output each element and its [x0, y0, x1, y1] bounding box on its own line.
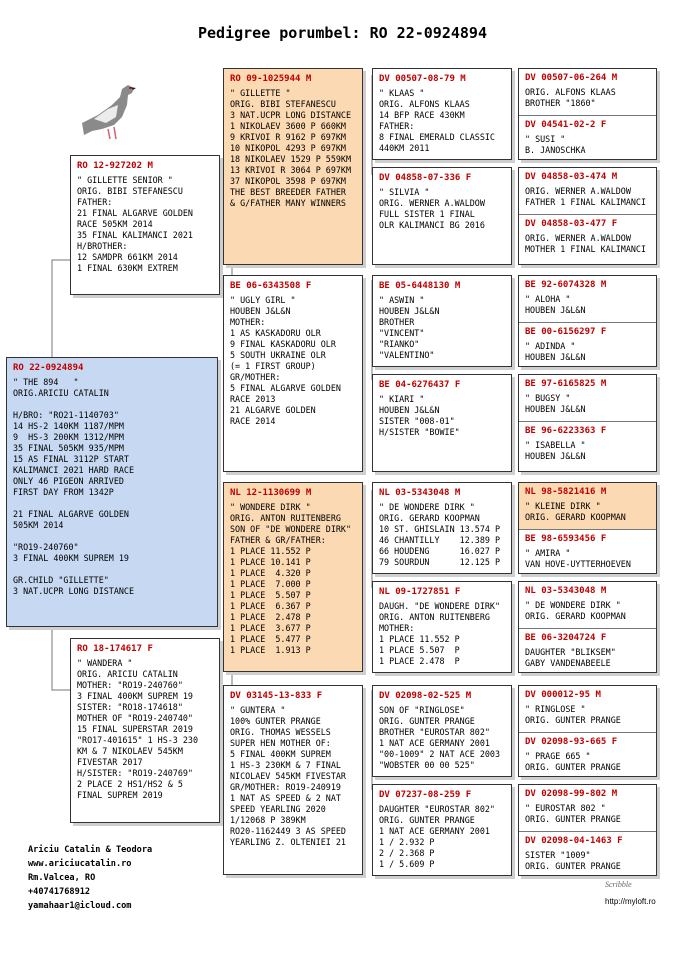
pigeon-description: SISTER "1009" ORIG. GUNTER PRANGE	[525, 850, 621, 871]
great-grandparent-card[interactable]	[372, 167, 512, 265]
city-text: Rm.Valcea, RO	[28, 873, 96, 883]
pigeon-description: " KIARI " HOUBEN J&L&N SISTER "008-01" H/SISTER "BOWIE"	[379, 394, 460, 437]
ancestor-cell[interactable]	[519, 483, 656, 529]
grandparent-card[interactable]	[223, 275, 363, 472]
grandparent-card[interactable]	[223, 685, 363, 875]
pigeon-description: " DE WONDERE DIRK " ORIG. GERARD KOOPMAN	[525, 600, 626, 621]
pigeon-icon	[72, 75, 144, 147]
ancestor-cell[interactable]	[519, 686, 656, 732]
ancestor-cell[interactable]	[519, 375, 656, 421]
ring-number: DV 000012-95 M	[525, 690, 601, 700]
pigeon-description: " KLEINE DIRK " ORIG. GERARD KOOPMAN	[525, 501, 626, 522]
pigeon-description: " GILLETTE SENIOR " ORIG. BIBI STEFANESCU FATHER: 21 FINAL ALGARVE GOLDEN RACE 505KM 2014 35 FINAL KALIMANCI 2021 H/BROTHER: 12 SAMDPR 661KM 2014 1 FINAL 630KM EXTREM	[77, 175, 193, 273]
ring-number: DV 02098-99-802 M	[525, 789, 618, 799]
breeder-name: Ariciu Catalin & Teodora	[28, 845, 153, 855]
gen5-pair-card	[518, 581, 657, 673]
pigeon-description: DAUGHTER "BLIKSEM" GABY VANDENABEELE	[525, 647, 616, 668]
signature: Scribble	[605, 880, 632, 889]
ring-number: RO 12-927202 M	[77, 161, 153, 171]
pigeon-description: " KLAAS " ORIG. ALFONS KLAAS 14 BFP RACE 430KM FATHER: 8 FINAL EMERALD CLASSIC 440KM 2011	[379, 88, 495, 153]
ring-number: DV 00507-06-264 M	[525, 73, 618, 83]
breeder-contact	[28, 843, 152, 913]
ring-number: NL 98-5821416 M	[525, 487, 607, 497]
gen5-pair-card	[518, 275, 657, 367]
ring-number: RO 09-1025944 M	[230, 74, 312, 84]
ancestor-cell[interactable]	[519, 276, 656, 322]
pigeon-description: " UGLY GIRL " HOUBEN J&L&N MOTHER: 1 AS KASKADORU OLR 9 FINAL KASKADORU OLR 5 SOUTH UKRAINE OLR (= 1 FIRST GROUP) GR/MOTHER: 5 FINAL ALGARVE GOLDEN RACE 2013 21 ALGARVE GOLDEN RACE 2014	[230, 295, 341, 426]
pigeon-description: ORIG. ALFONS KLAAS BROTHER "1860"	[525, 87, 616, 108]
ancestor-cell[interactable]	[519, 322, 656, 367]
pigeon-description: " RINGLOSE " ORIG. GUNTER PRANGE	[525, 704, 621, 725]
ring-number: DV 00507-08-79 M	[379, 74, 466, 84]
grandparent-card[interactable]	[223, 482, 363, 672]
ring-number: NL 03-5343048 M	[379, 488, 461, 498]
gen5-pair-card	[518, 374, 657, 472]
ring-number: BE 06-6343508 F	[230, 281, 312, 291]
pigeon-description: " ASWIN " HOUBEN J&L&N BROTHER "VINCENT" "RIANKO" "VALENTINO"	[379, 295, 440, 360]
sire-card[interactable]	[70, 155, 220, 295]
pigeon-description: " GUNTERA " 100% GUNTER PRANGE ORIG. THOMAS WESSELS SUPER HEN MOTHER OF: 5 FINAL 400KM SUPREM 1 HS-3 230KM & 7 FINAL NICOLAEV 545KM FIVESTAR GR/MOTHER: RO19-240919 1 NAT AS SPEED & 2 NAT SPEED YEARLING 2020 1/12068 P 389KM RO20-1162449 3 AS SPEED YEARLING Z. OLTENIEI 21	[230, 705, 346, 847]
ring-number: BE 98-6593456 F	[525, 534, 607, 544]
myloft-link[interactable]: http://myloft.ro	[605, 897, 656, 906]
ring-number: DV 03145-13-833 F	[230, 691, 323, 701]
ring-number: NL 03-5343048 M	[525, 586, 607, 596]
ancestor-cell[interactable]	[519, 529, 656, 574]
ring-number: NL 12-1130699 M	[230, 488, 312, 498]
great-grandparent-card[interactable]	[372, 784, 512, 876]
dam-card[interactable]	[70, 638, 220, 823]
pigeon-description: " ADINDA " HOUBEN J&L&N	[525, 341, 586, 362]
gen5-pair-card	[518, 167, 657, 265]
ring-number: DV 04858-03-477 F	[525, 219, 618, 229]
ring-number: RO 18-174617 F	[77, 644, 153, 654]
pigeon-description: SON OF "RINGLOSE" ORIG. GUNTER PRANGE BROTHER "EUROSTAR 802" 1 NAT ACE GERMANY 2001 "00-1009" 2 NAT ACE 2003 "WOBSTER 00 00 525"	[379, 705, 501, 770]
ring-number: NL 09-1727851 F	[379, 587, 461, 597]
ring-number: RO 22-0924894	[13, 363, 84, 373]
pigeon-description: " SUSI " B. JANOSCHKA	[525, 134, 586, 155]
website-link[interactable]: www.ariciucatalin.ro	[28, 859, 132, 869]
ring-number: DV 02098-04-1463 F	[525, 836, 623, 846]
pigeon-description: " DE WONDERE DIRK " ORIG. GERARD KOOPMAN 10 ST. GHISLAIN 13.574 P 46 CHANTILLY 12.389 P 66 HOUDENG 16.027 P 79 SOURDUN 12.125 P	[379, 502, 501, 567]
ring-number: BE 06-3204724 F	[525, 633, 607, 643]
great-grandparent-card[interactable]	[372, 68, 512, 160]
great-grandparent-card[interactable]	[372, 581, 512, 673]
pigeon-description: " THE 894 " ORIG.ARICIU CATALIN H/BRO: "RO21-1140703" 14 HS-2 140KM 1187/MPM 9 HS-3 200KM 1312/MPM 35 FINAL 505KM 935/MPM 15 AS FINAL 3112P START KALIMANCI 2021 HARD RACE ONLY 46 PIGEON ARRIVED FIRST DAY FROM 1342P 21 FINAL ALGARVE GOLDEN 505KM 2014 "RO19-240760" 3 FINAL 400KM SUPREM 19 GR.CHILD "GILLETTE" 3 NAT.UCPR LONG DISTANCE	[13, 377, 135, 596]
ring-number: BE 00-6156297 F	[525, 327, 607, 337]
ring-number: BE 96-6223363 F	[525, 426, 607, 436]
email-link[interactable]: yamahaar1@icloud.com	[28, 901, 132, 911]
ancestor-cell[interactable]	[519, 421, 656, 472]
ring-number: DV 04858-03-474 M	[525, 172, 618, 182]
ancestor-cell[interactable]	[519, 831, 656, 876]
gen5-pair-card	[518, 482, 657, 574]
ancestor-cell[interactable]	[519, 732, 656, 777]
ancestor-cell[interactable]	[519, 785, 656, 831]
pigeon-description: " ALOHA " HOUBEN J&L&N	[525, 294, 586, 315]
great-grandparent-card[interactable]	[372, 374, 512, 472]
pigeon-description: ORIG. WERNER A.WALDOW FATHER 1 FINAL KALIMANCI	[525, 186, 647, 207]
pigeon-description: DAUGHTER "EUROSTAR 802" ORIG. GUNTER PRANGE 1 NAT ACE GERMANY 2001 1 / 2.932 P 2 / 2.368 P 1 / 5.609 P	[379, 804, 495, 869]
ancestor-cell[interactable]	[519, 582, 656, 628]
ancestor-cell[interactable]	[519, 168, 656, 214]
ring-number: DV 04541-02-2 F	[525, 120, 607, 130]
ring-number: DV 02098-02-525 M	[379, 691, 472, 701]
ring-number: BE 05-6448130 M	[379, 281, 461, 291]
pigeon-description: " WONDERE DIRK " ORIG. ANTON RUITENBERG SON OF "DE WONDERE DIRK" FATHER & GR/FATHER: 1 PLACE 11.552 P 1 PLACE 10.141 P 1 PLACE 4.320 P 1 PLACE 7.000 P 1 PLACE 5.507 P 1 PLACE 6.367 P 1 PLACE 2.478 P 1 PLACE 3.677 P 1 PLACE 5.477 P 1 PLACE 1.913 P	[230, 502, 352, 655]
pigeon-description: " GILLETTE " ORIG. BIBI STEFANESCU 3 NAT.UCPR LONG DISTANCE 1 NIKOLAEV 3600 P 660KM 9 KRIVOI R 9162 P 697KM 10 NIKOPOL 4293 P 697KM 18 NIKOLAEV 1529 P 559KM 13 KRIVOI R 3064 P 697KM 37 NIKOPOL 3598 P 697KM THE BEST BREEDER FATHER & G/FATHER MANY WINNERS	[230, 88, 352, 208]
ring-number: DV 07237-08-259 F	[379, 790, 472, 800]
pigeon-description: " SILVIA " ORIG. WERNER A.WALDOW FULL SISTER 1 FINAL OLR KALIMANCI BG 2016	[379, 187, 485, 230]
ring-number: BE 92-6074328 M	[525, 280, 607, 290]
ring-number: DV 02098-93-665 F	[525, 737, 618, 747]
pigeon-description: " WANDERA " ORIG. ARICIU CATALIN MOTHER: "RO19-240760" 3 FINAL 400KM SUPREM 19 SISTER: "RO18-174618" MOTHER OF "RO19-240740" 15 FINAL SUPERSTAR 2019 "RO17-401615" 1 HS-3 230 KM & 7 NIKOLAEV 545KM FIVESTAR 2017 H/SISTER: "RO19-240769" 2 PLACE 2 HS1/HS2 & 5 FINAL SUPREM 2019	[77, 658, 199, 800]
ancestor-cell[interactable]	[519, 115, 656, 160]
page-title: Pedigree porumbel: RO 22-0924894	[198, 24, 487, 42]
ring-number: BE 97-6165825 M	[525, 379, 607, 389]
ancestor-cell[interactable]	[519, 69, 656, 115]
grandparent-card[interactable]	[223, 68, 363, 265]
gen5-pair-card	[518, 68, 657, 160]
pigeon-description: " EUROSTAR 802 " ORIG. GUNTER PRANGE	[525, 803, 621, 824]
great-grandparent-card[interactable]	[372, 275, 512, 367]
gen5-pair-card	[518, 685, 657, 777]
pigeon-description: " PRAGE 665 " ORIG. GUNTER PRANGE	[525, 751, 621, 772]
ancestor-cell[interactable]	[519, 628, 656, 673]
great-grandparent-card[interactable]	[372, 482, 512, 574]
pigeon-description: ORIG. WERNER A.WALDOW MOTHER 1 FINAL KALIMANCI	[525, 233, 647, 254]
phone-text: +40741768912	[28, 887, 91, 897]
pigeon-card[interactable]	[6, 357, 218, 627]
ring-number: BE 04-6276437 F	[379, 380, 461, 390]
gen5-pair-card	[518, 784, 657, 876]
pigeon-description: DAUGH. "DE WONDERE DIRK" ORIG. ANTON RUITENBERG MOTHER: 1 PLACE 11.552 P 1 PLACE 5.507 P 1 PLACE 2.478 P	[379, 601, 501, 666]
pigeon-description: " ISABELLA " HOUBEN J&L&N	[525, 440, 586, 461]
great-grandparent-card[interactable]	[372, 685, 512, 777]
pigeon-description: " BUGSY " HOUBEN J&L&N	[525, 393, 586, 414]
pigeon-description: " AMIRA " VAN HOVE-UYTTERHOEVEN	[525, 548, 631, 569]
ancestor-cell[interactable]	[519, 214, 656, 265]
ring-number: DV 04858-07-336 F	[379, 173, 472, 183]
